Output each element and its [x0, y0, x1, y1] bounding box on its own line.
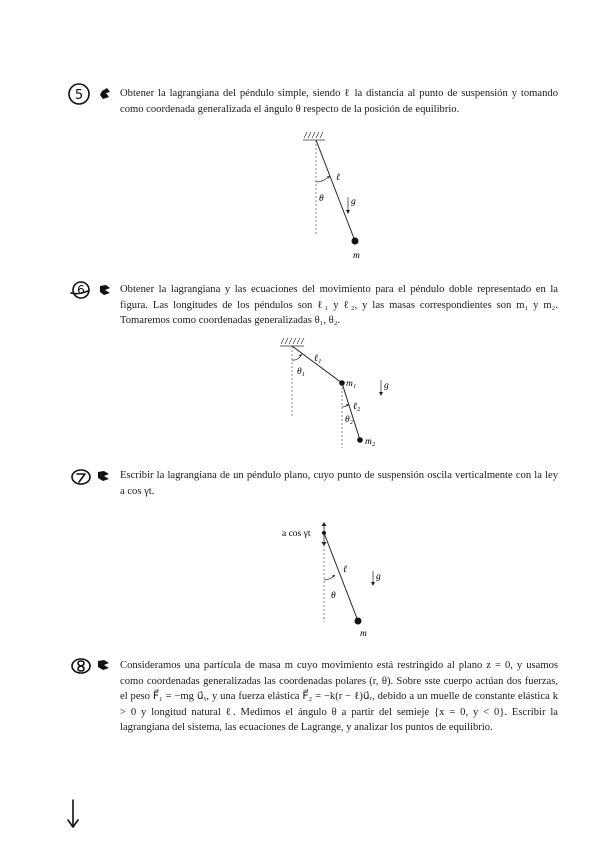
problem-number-marker	[66, 656, 118, 682]
pendulum-rod	[324, 533, 358, 621]
length-1-label: ℓ₁	[314, 354, 322, 364]
ceiling-hatch	[303, 132, 325, 140]
mass-1-label: m₁	[346, 379, 357, 389]
gravity-label: g⃗	[351, 197, 364, 207]
problem-6	[66, 280, 558, 460]
pendulum-rod	[316, 140, 355, 241]
problem-number-marker	[66, 280, 118, 306]
problem-number-marker	[66, 466, 118, 492]
svg-text:5: 5	[74, 88, 84, 103]
angle-2-label: θ₂	[345, 415, 353, 425]
scribble-icon	[98, 471, 109, 481]
problem-text: Obtener la lagrangiana y las ecuaciones del movimiento para el péndulo doble representado en la figura. Las longitudes de los péndulos son ℓ₁ y ℓ₂, y las masas correspondientes son m₁ y m₂. Tomaremos como coordenadas generalizadas θ₁, θ₂.	[120, 284, 558, 326]
scribble-icon	[98, 660, 109, 670]
ceiling-hatch	[280, 338, 304, 346]
scribble-icon	[100, 285, 110, 295]
gravity-label: g⃗	[376, 572, 389, 582]
angle-1-label: θ₁	[297, 367, 305, 377]
simple-pendulum-figure	[301, 130, 381, 269]
mass-2-label: m₂	[365, 437, 376, 447]
oscillating-pendulum-figure	[282, 522, 392, 642]
length-label: ℓ	[336, 173, 340, 183]
problem-8	[66, 656, 558, 756]
problem-text: Escribir la lagrangiana de un péndulo plano, cuyo punto de suspensión oscila verticalmente con la ley a cos γt.	[120, 470, 558, 497]
mass-2	[357, 437, 363, 443]
pendulum-mass	[352, 238, 359, 245]
problem-number-marker	[66, 82, 118, 108]
length-label: ℓ	[343, 565, 347, 575]
gravity-arrow	[379, 380, 383, 396]
rod-1	[292, 346, 342, 383]
problem-text: Consideramos una partícula de masa m cuyo movimiento está restringido al plano z = 0, y usamos como coordenadas generalizadas las coordenadas polares (r, θ). Sobre sste cuerpo actúan dos fuerzas, el peso F⃗₁ = −mg u⃗ᵧ, y una fuerza elástica F⃗₂ = −k(r − ℓ)u⃗ᵣ, debido a un muelle de constante elástica k > 0 y longitud natural ℓ. Medimos el ángulo θ a partir del semieje {x = 0, y < 0}. Escribir la lagrangiana del sistema, las ecuaciones de Lagrange, y analizar los puntos de equilibrio.	[120, 660, 558, 733]
mass-label: m	[353, 251, 360, 261]
gravity-label: g⃗	[384, 381, 397, 391]
double-pendulum-figure	[278, 336, 398, 458]
svg-text:6: 6	[77, 283, 85, 297]
problem-5	[66, 82, 558, 272]
pendulum-mass	[355, 618, 362, 625]
arrow-down-icon	[64, 798, 82, 830]
problem-7	[66, 466, 558, 646]
problem-text: Obtener la lagrangiana del péndulo simple, siendo ℓ la distancia al punto de suspensión y tomando como coordenada generalizada el ángulo θ respecto de la posición de equilibrio.	[120, 88, 558, 115]
oscillation-label: a cos γt	[282, 529, 311, 539]
mass-label: m	[360, 629, 367, 639]
scribble-icon	[100, 88, 110, 99]
angle-label: θ	[331, 591, 336, 601]
gravity-arrow	[346, 197, 350, 214]
gravity-arrow	[371, 571, 375, 586]
angle-label: θ	[319, 194, 324, 204]
length-2-label: ℓ₂	[353, 402, 361, 412]
